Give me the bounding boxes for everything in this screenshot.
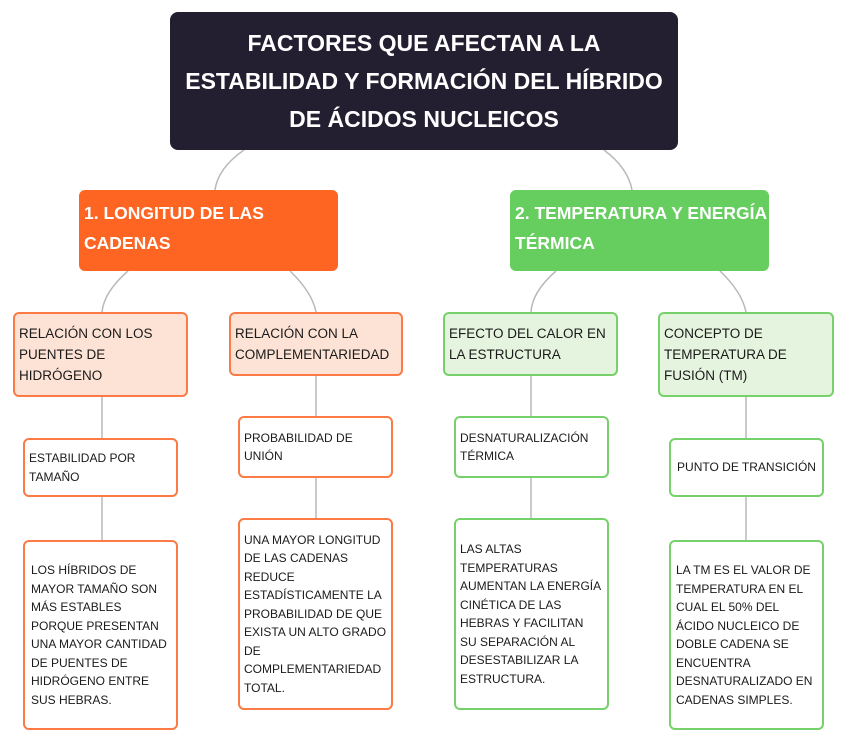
detail-text: LOS HÍBRIDOS DE MAYOR TAMAÑO SON MÁS ESTABLES PORQUE PRESENTAN UNA MAYOR CANTIDAD DE PUENTES DE HIDRÓGENO ENTRE SUS HEBRAS. (31, 563, 167, 707)
subtopic-puentes-hidrogeno[interactable] (13, 312, 188, 397)
concept-probabilidad-union[interactable] (238, 416, 393, 478)
subtopic-efecto-calor[interactable] (443, 312, 618, 376)
subtopic-label: EFECTO DEL CALOR EN LA ESTRUCTURA (449, 326, 606, 362)
branch-temperatura-energia[interactable] (510, 190, 769, 271)
detail-text: UNA MAYOR LONGITUD DE LAS CADENAS REDUCE ESTADÍSTICAMENTE LA PROBABILIDAD DE QUE EXISTA UN ALTO GRADO DE COMPLEMENTARIEDAD TOTAL. (244, 532, 387, 695)
subtopic-complementariedad[interactable] (229, 312, 403, 376)
branch-longitud-cadenas[interactable] (79, 190, 338, 271)
subtopic-label: CONCEPTO DE TEMPERATURA DE FUSIÓN (TM) (664, 326, 787, 383)
detail-efecto-calor[interactable] (454, 518, 609, 710)
detail-text: LA TM ES EL VALOR DE TEMPERATURA EN EL CUAL EL 50% DEL ÁCIDO NUCLEICO DE DOBLE CADENA SE ENCUENTRA DESNATURALIZADO EN CADENAS SIMPLES. (676, 563, 813, 707)
connector-branch-2-sub-2 (720, 271, 746, 312)
root-topic[interactable] (170, 12, 678, 150)
subtopic-label: RELACIÓN CON LOS PUENTES DE HIDRÓGENO (19, 326, 153, 383)
concept-estabilidad-tamano[interactable] (23, 438, 178, 497)
concept-label: ESTABILIDAD POR TAMAÑO (29, 451, 136, 484)
connector-root-branch-1 (215, 150, 244, 190)
concept-punto-transicion[interactable] (669, 438, 824, 497)
branch-label: 2. TEMPERATURA Y ENERGÍA TÉRMICA (515, 203, 767, 253)
subtopic-label: RELACIÓN CON LA COMPLEMENTARIEDAD (235, 326, 390, 362)
branch-label: 1. LONGITUD DE LAS CADENAS (84, 203, 264, 253)
detail-puentes-hidrogeno[interactable] (23, 540, 178, 730)
connector-branch-1-sub-1 (102, 271, 128, 312)
root-title: FACTORES QUE AFECTAN A LA ESTABILIDAD Y FORMACIÓN DEL HÍBRIDO DE ÁCIDOS NUCLEICOS (185, 30, 663, 132)
detail-complementariedad[interactable] (238, 518, 393, 710)
concept-label: PUNTO DE TRANSICIÓN (677, 460, 816, 475)
connector-branch-2-sub-1 (531, 271, 556, 312)
detail-text: LAS ALTAS TEMPERATURAS AUMENTAN LA ENERGÍA CINÉTICA DE LAS HEBRAS Y FACILITAN SU SEPARACIÓN AL DESESTABILIZAR LA ESTRUCTURA. (460, 542, 601, 686)
concept-label: DESNATURALIZACIÓN TÉRMICA (460, 430, 589, 463)
connector-branch-1-sub-2 (290, 271, 316, 312)
subtopic-temperatura-fusion[interactable] (658, 312, 834, 397)
concept-label: PROBABILIDAD DE UNIÓN (244, 430, 353, 463)
concept-desnaturalizacion[interactable] (454, 416, 609, 478)
connector-root-branch-2 (604, 150, 632, 190)
detail-temperatura-fusion[interactable] (669, 540, 824, 730)
